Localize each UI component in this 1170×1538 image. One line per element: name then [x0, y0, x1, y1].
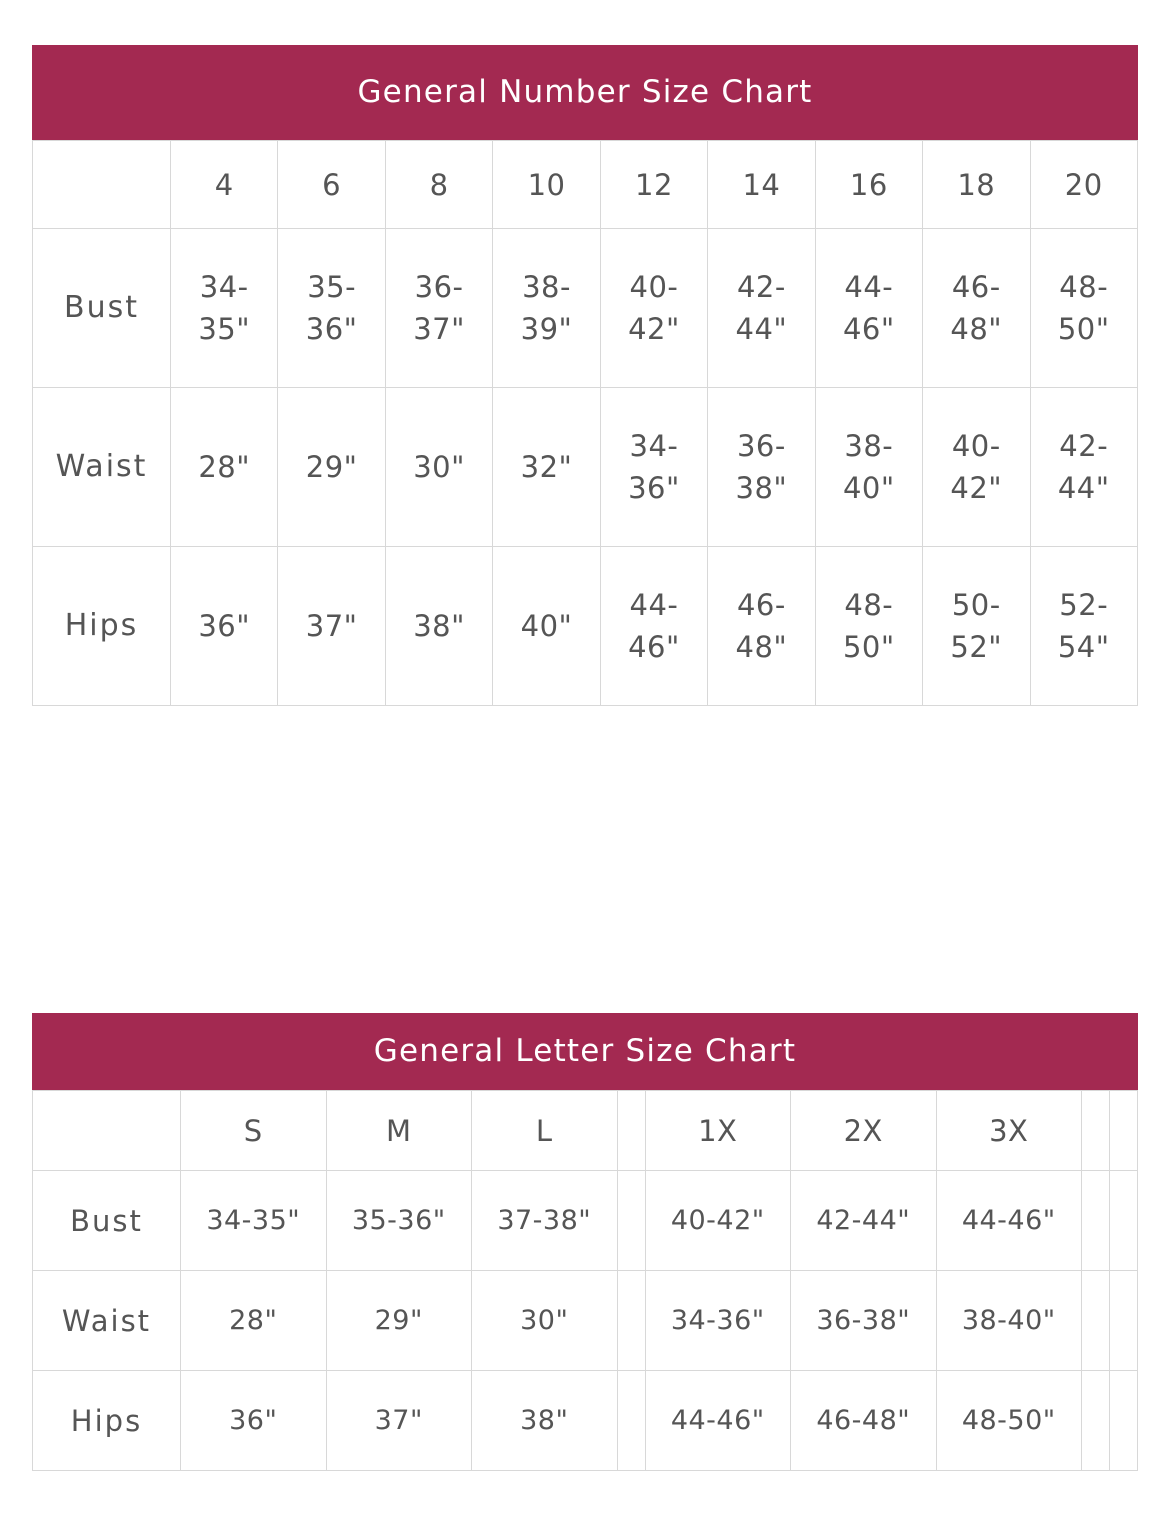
cell-bust-s: 34-35"	[181, 1171, 327, 1271]
cell-hips-12	[600, 547, 707, 706]
cell-value: 30"	[413, 449, 465, 484]
cell-bust-empty-1	[1082, 1171, 1110, 1271]
column-header-spacer	[617, 1091, 645, 1171]
cell-value: 36-37"	[413, 269, 465, 346]
cell-hips-l: 38"	[472, 1371, 618, 1471]
cell-hips-spacer	[617, 1371, 645, 1471]
cell-value: 36-38"	[735, 428, 788, 505]
row-label-hips: Hips	[33, 547, 171, 706]
cell-value: 52-54"	[1057, 587, 1110, 664]
column-header-size-s: S	[181, 1091, 327, 1171]
cell-value: 46-48"	[735, 587, 788, 664]
cell-bust-16	[815, 229, 922, 388]
cell-value: 28"	[198, 449, 251, 484]
cell-value: 34-36"	[628, 428, 680, 505]
table-row	[33, 388, 1138, 547]
cell-value: 36"	[198, 608, 251, 643]
table-header-row	[33, 141, 1138, 229]
cell-bust-20	[1030, 229, 1138, 388]
cell-hips-14	[708, 547, 815, 706]
corner-cell	[33, 141, 171, 229]
cell-waist-6	[278, 388, 385, 547]
column-header-size-18: 18	[923, 141, 1030, 229]
cell-value: 48-50"	[1057, 269, 1110, 346]
column-header-empty-1	[1082, 1091, 1110, 1171]
cell-bust-l: 37-38"	[472, 1171, 618, 1271]
row-label-hips: Hips	[33, 1371, 181, 1471]
cell-waist-10	[493, 388, 600, 547]
cell-value: 37"	[305, 608, 358, 643]
general-number-size-chart	[32, 45, 1138, 706]
cell-bust-1x: 40-42"	[645, 1171, 791, 1271]
cell-value: 42-44"	[735, 269, 788, 346]
cell-value: 40"	[520, 608, 573, 643]
cell-waist-s: 28"	[181, 1271, 327, 1371]
cell-hips-empty-1	[1082, 1371, 1110, 1471]
cell-value: 50-52"	[950, 587, 1003, 664]
cell-value: 42-44"	[1057, 428, 1110, 505]
column-header-size-14: 14	[708, 141, 815, 229]
cell-bust-empty-2	[1110, 1171, 1138, 1271]
cell-waist-8	[385, 388, 492, 547]
cell-waist-l: 30"	[472, 1271, 618, 1371]
table-row	[33, 229, 1138, 388]
cell-waist-20	[1030, 388, 1138, 547]
cell-bust-m: 35-36"	[326, 1171, 472, 1271]
cell-hips-4	[171, 547, 278, 706]
table-header-row	[33, 1091, 1138, 1171]
cell-value: 40-42"	[628, 269, 680, 346]
cell-bust-2x: 42-44"	[791, 1171, 937, 1271]
column-header-size-16: 16	[815, 141, 922, 229]
cell-value: 44-46"	[628, 587, 680, 664]
letter-chart-title: General Letter Size Chart	[32, 1013, 1138, 1090]
cell-value: 40-42"	[950, 428, 1003, 505]
cell-hips-18	[923, 547, 1030, 706]
column-header-size-8: 8	[385, 141, 492, 229]
cell-value: 34-35"	[198, 269, 251, 346]
cell-hips-20	[1030, 547, 1138, 706]
cell-hips-10	[493, 547, 600, 706]
cell-waist-1x: 34-36"	[645, 1271, 791, 1371]
cell-hips-2x: 46-48"	[791, 1371, 937, 1471]
column-header-size-12: 12	[600, 141, 707, 229]
cell-value: 38-39"	[520, 269, 573, 346]
cell-bust-4	[171, 229, 278, 388]
cell-bust-18	[923, 229, 1030, 388]
cell-hips-1x: 44-46"	[645, 1371, 791, 1471]
cell-value: 38-40"	[842, 428, 895, 505]
cell-waist-3x: 38-40"	[936, 1271, 1082, 1371]
cell-value: 32"	[520, 449, 573, 484]
cell-hips-s: 36"	[181, 1371, 327, 1471]
cell-hips-m: 37"	[326, 1371, 472, 1471]
number-chart-title: General Number Size Chart	[32, 45, 1138, 140]
corner-cell	[33, 1091, 181, 1171]
cell-bust-14	[708, 229, 815, 388]
cell-waist-16	[815, 388, 922, 547]
column-header-size-2x: 2X	[791, 1091, 937, 1171]
letter-size-table	[32, 1090, 1138, 1471]
table-row	[33, 547, 1138, 706]
number-size-table	[32, 140, 1138, 706]
column-header-size-1x: 1X	[645, 1091, 791, 1171]
cell-waist-m: 29"	[326, 1271, 472, 1371]
column-header-size-10: 10	[493, 141, 600, 229]
cell-waist-18	[923, 388, 1030, 547]
column-header-size-4: 4	[171, 141, 278, 229]
cell-value: 48-50"	[842, 587, 895, 664]
cell-waist-14	[708, 388, 815, 547]
cell-bust-10	[493, 229, 600, 388]
cell-value: 46-48"	[950, 269, 1003, 346]
cell-bust-6	[278, 229, 385, 388]
cell-hips-3x: 48-50"	[936, 1371, 1082, 1471]
general-letter-size-chart	[32, 1013, 1138, 1471]
table-row	[33, 1371, 1138, 1471]
column-header-empty-2	[1110, 1091, 1138, 1171]
cell-waist-12	[600, 388, 707, 547]
table-row	[33, 1171, 1138, 1271]
row-label-waist: Waist	[33, 388, 171, 547]
cell-waist-4	[171, 388, 278, 547]
cell-hips-empty-2	[1110, 1371, 1138, 1471]
cell-value: 29"	[305, 449, 358, 484]
cell-waist-spacer	[617, 1271, 645, 1371]
row-label-bust: Bust	[33, 1171, 181, 1271]
column-header-size-l: L	[472, 1091, 618, 1171]
cell-bust-spacer	[617, 1171, 645, 1271]
cell-waist-2x: 36-38"	[791, 1271, 937, 1371]
column-header-size-20: 20	[1030, 141, 1138, 229]
cell-hips-16	[815, 547, 922, 706]
cell-bust-8	[385, 229, 492, 388]
column-header-size-6: 6	[278, 141, 385, 229]
column-header-size-3x: 3X	[936, 1091, 1082, 1171]
cell-bust-12	[600, 229, 707, 388]
cell-waist-empty-1	[1082, 1271, 1110, 1371]
cell-value: 44-46"	[842, 269, 895, 346]
row-label-bust: Bust	[33, 229, 171, 388]
row-label-waist: Waist	[33, 1271, 181, 1371]
cell-bust-3x: 44-46"	[936, 1171, 1082, 1271]
cell-value: 35-36"	[305, 269, 358, 346]
table-row	[33, 1271, 1138, 1371]
cell-waist-empty-2	[1110, 1271, 1138, 1371]
cell-value: 38"	[413, 608, 465, 643]
column-header-size-m: M	[326, 1091, 472, 1171]
cell-hips-6	[278, 547, 385, 706]
cell-hips-8	[385, 547, 492, 706]
